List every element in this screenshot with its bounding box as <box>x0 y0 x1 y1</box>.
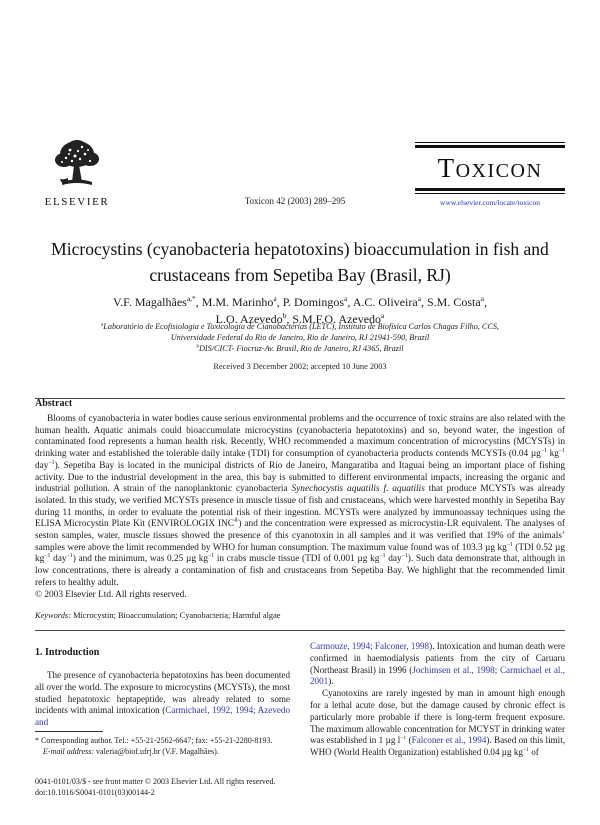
email-address-line[interactable]: E-mail address: valeria@biof.ufrj.br (V.F. Magalhães). <box>43 746 219 756</box>
copyright-line: © 2003 Elsevier Ltd. All rights reserved. <box>35 589 187 600</box>
masthead-rule <box>415 142 565 143</box>
toxicon-masthead <box>415 142 565 207</box>
introduction-paragraph-continued: Carmouze, 1994; Falconer, 1998). Intoxication and human death were confirmed in haemodialysis patients from the city of Caruaru (Northeast Brasil) in 1996 (Jochimsen et al., 1998; Carmichael et al., 2001). <box>310 641 565 687</box>
doi-line: doi:10.1016/S0041-0101(03)00144-2 <box>35 788 155 797</box>
keywords-line: Keywords: Microcystin; Bioaccumulation; Cyanobacteria; Harmful algae <box>35 611 281 621</box>
masthead-rule <box>415 188 565 191</box>
issn-copyright-line: 0041-0101/03/$ - see front matter © 2003 Elsevier Ltd. All rights reserved. <box>35 777 276 786</box>
abstract-heading: Abstract <box>35 398 73 409</box>
article-title: Microcystins (cyanobacteria hepatotoxins) bioaccumulation in fish and crustaceans from Sepetiba Bay (Brasil, RJ) <box>51 239 549 285</box>
citation-link[interactable]: Carmouze, 1994; Falconer, 1998 <box>310 641 430 651</box>
author-list: V.F. Magalhães$^{a,*}$, M.M. Marinho$^a$, P. Domingos$^a$, A.C. Oliveira$^a$, S.M. Costa$^a$, L.O. Azevedo$^b$, S.M.F.O. Azevedo$^a$ <box>113 294 487 326</box>
elsevier-logo <box>35 138 119 208</box>
citation-link[interactable]: Carmichael, 1992, 1994; Azevedo and <box>35 705 290 728</box>
masthead-rule <box>415 193 565 194</box>
elsevier-tree-icon <box>44 138 110 190</box>
affiliations <box>35 321 565 354</box>
affiliation-b: $^b$DIS/CICT- Fiocruz-Av. Brasil, Rio de Janeiro, RJ 4365, Brazil <box>196 343 404 353</box>
received-dates: Received 3 December 2002; accepted 10 June 2003 <box>213 362 387 371</box>
citation-link[interactable]: Falconer et al., 1994 <box>411 735 487 746</box>
affiliation-a: $^a$Laboratório de Ecofisiologia e Toxicologia de Cianobactérias (LETC), Instituto de Biofísica Carlos Chagas Filho, CCS, Universidade Federal do Rio de Janeiro, Rio de Janeiro, RJ 21941-590, Brazil <box>101 321 499 342</box>
page-header <box>35 138 565 222</box>
footnote-rule <box>35 731 103 732</box>
abstract-section <box>35 398 565 631</box>
elsevier-wordmark: ELSEVIER <box>44 196 110 208</box>
abstract-text: Blooms of cyanobacteria in water bodies cause serious environmental problems and the occurrence of toxic strains are also related with the human health. Aquatic animals could bioaccumulate microcystins (cyanobacteria hepatotoxins) and so, beyond water, the ingestion of contaminated food represents a human health risk. Recently, WHO recommended a maximum concentration of microcystins (MCYSTs) in drinking water and established the tolerable daily intake (TDI) for consumption of cyanobacteria products contends MCYSTs (0.04 µg$^{-1}$ $kg^{-1}$ day$^{-1}$). Sepetiba Bay is located in the municipal districts of Rio de Janeiro, Mangaratiba and Itaguaí being an important place of fishing activity. Due to the industrial development in the area, this bay is submitted to different environmental impacts, increasing the organic and industrial pollution. A strain of the nanoplanktonic cyanobacteria Synechocystis aquatilis f. aquatilis that produce MCYSTs was already isolated. In this study, we verified MCYSTs presence in muscle tissue of fish and crustaceans, which were harvested monthly in Sepetiba Bay during 11 months, in order to evaluate the potential risk of their ingestion. MCYSTs were analyzed by immunoassay techniques using the ELISA Microcystin Plate Kit (ENVIROLOGIX INC®) and the concentration were expressed as microcystin-LR equivalent. The analyses of seston samples, water, muscle tissues showed the presence of this cyanotoxin in all samples and it was verified that 19% of the animals’ samples were above the limit recommended by WHO for human consumption. The maximum value found was of 103.3 µg $kg^{-1}$ (TDI 0.52 µg $kg^{-1}$ day$^{-1}$) and the minimum, was 0.25 µg $kg^{-1}$ in crabs muscle tissue (TDI of 0.001 µg $kg^{-1}$ day$^{-1}$). Such data demonstrate that, although in low concentrations, there is already a contamination of fish and crustaceans from Sepetiba Bay. We highlight that the recommended limit refers to healthy adult. <box>35 414 565 588</box>
corresponding-author-line: * Corresponding author. Tel.: +55-21-2562-6647; fax: +55-21-2280-8193. <box>35 736 273 745</box>
journal-title-logo: TOXICON <box>437 153 543 183</box>
introduction-paragraph-2: Cyanotoxins are rarely ingested by man in amount high enough for a lethal acute dose, but the damage caused by chronic effect is particularly more probable if there is long-term frequent exposure. The maximum allowable concentration for MCYST in drinking water was established in 1 µg $l^{-1}$ (Falconer et al., 1994). Based on this limit, WHO (World Health Organization) established 0.04 µg $kg^{-1}$ of <box>310 688 565 758</box>
right-column <box>310 641 565 759</box>
page-footer <box>35 776 395 798</box>
journal-citation: Toxicon 42 (2003) 289–295 <box>244 196 346 206</box>
corresponding-author-footnote <box>35 731 290 757</box>
masthead-rule <box>415 145 565 148</box>
introduction-paragraph: The presence of cyanobacteria hepatotoxins has been documented all over the world. The exposure to microcystins (MCYSTs), the most studied hepatotoxic heptapeptide, was already related to some incidents with animal intoxication (Carmichael, 1992, 1994; Azevedo and <box>35 670 290 728</box>
citation-link[interactable]: Jochimsen et al., 1998; Carmichael et al., 2001 <box>310 664 565 687</box>
separator-rule <box>35 630 565 631</box>
introduction-heading: 1. Introduction <box>35 647 100 658</box>
journal-url-link[interactable]: www.elsevier.com/locate/toxicon <box>440 198 540 207</box>
